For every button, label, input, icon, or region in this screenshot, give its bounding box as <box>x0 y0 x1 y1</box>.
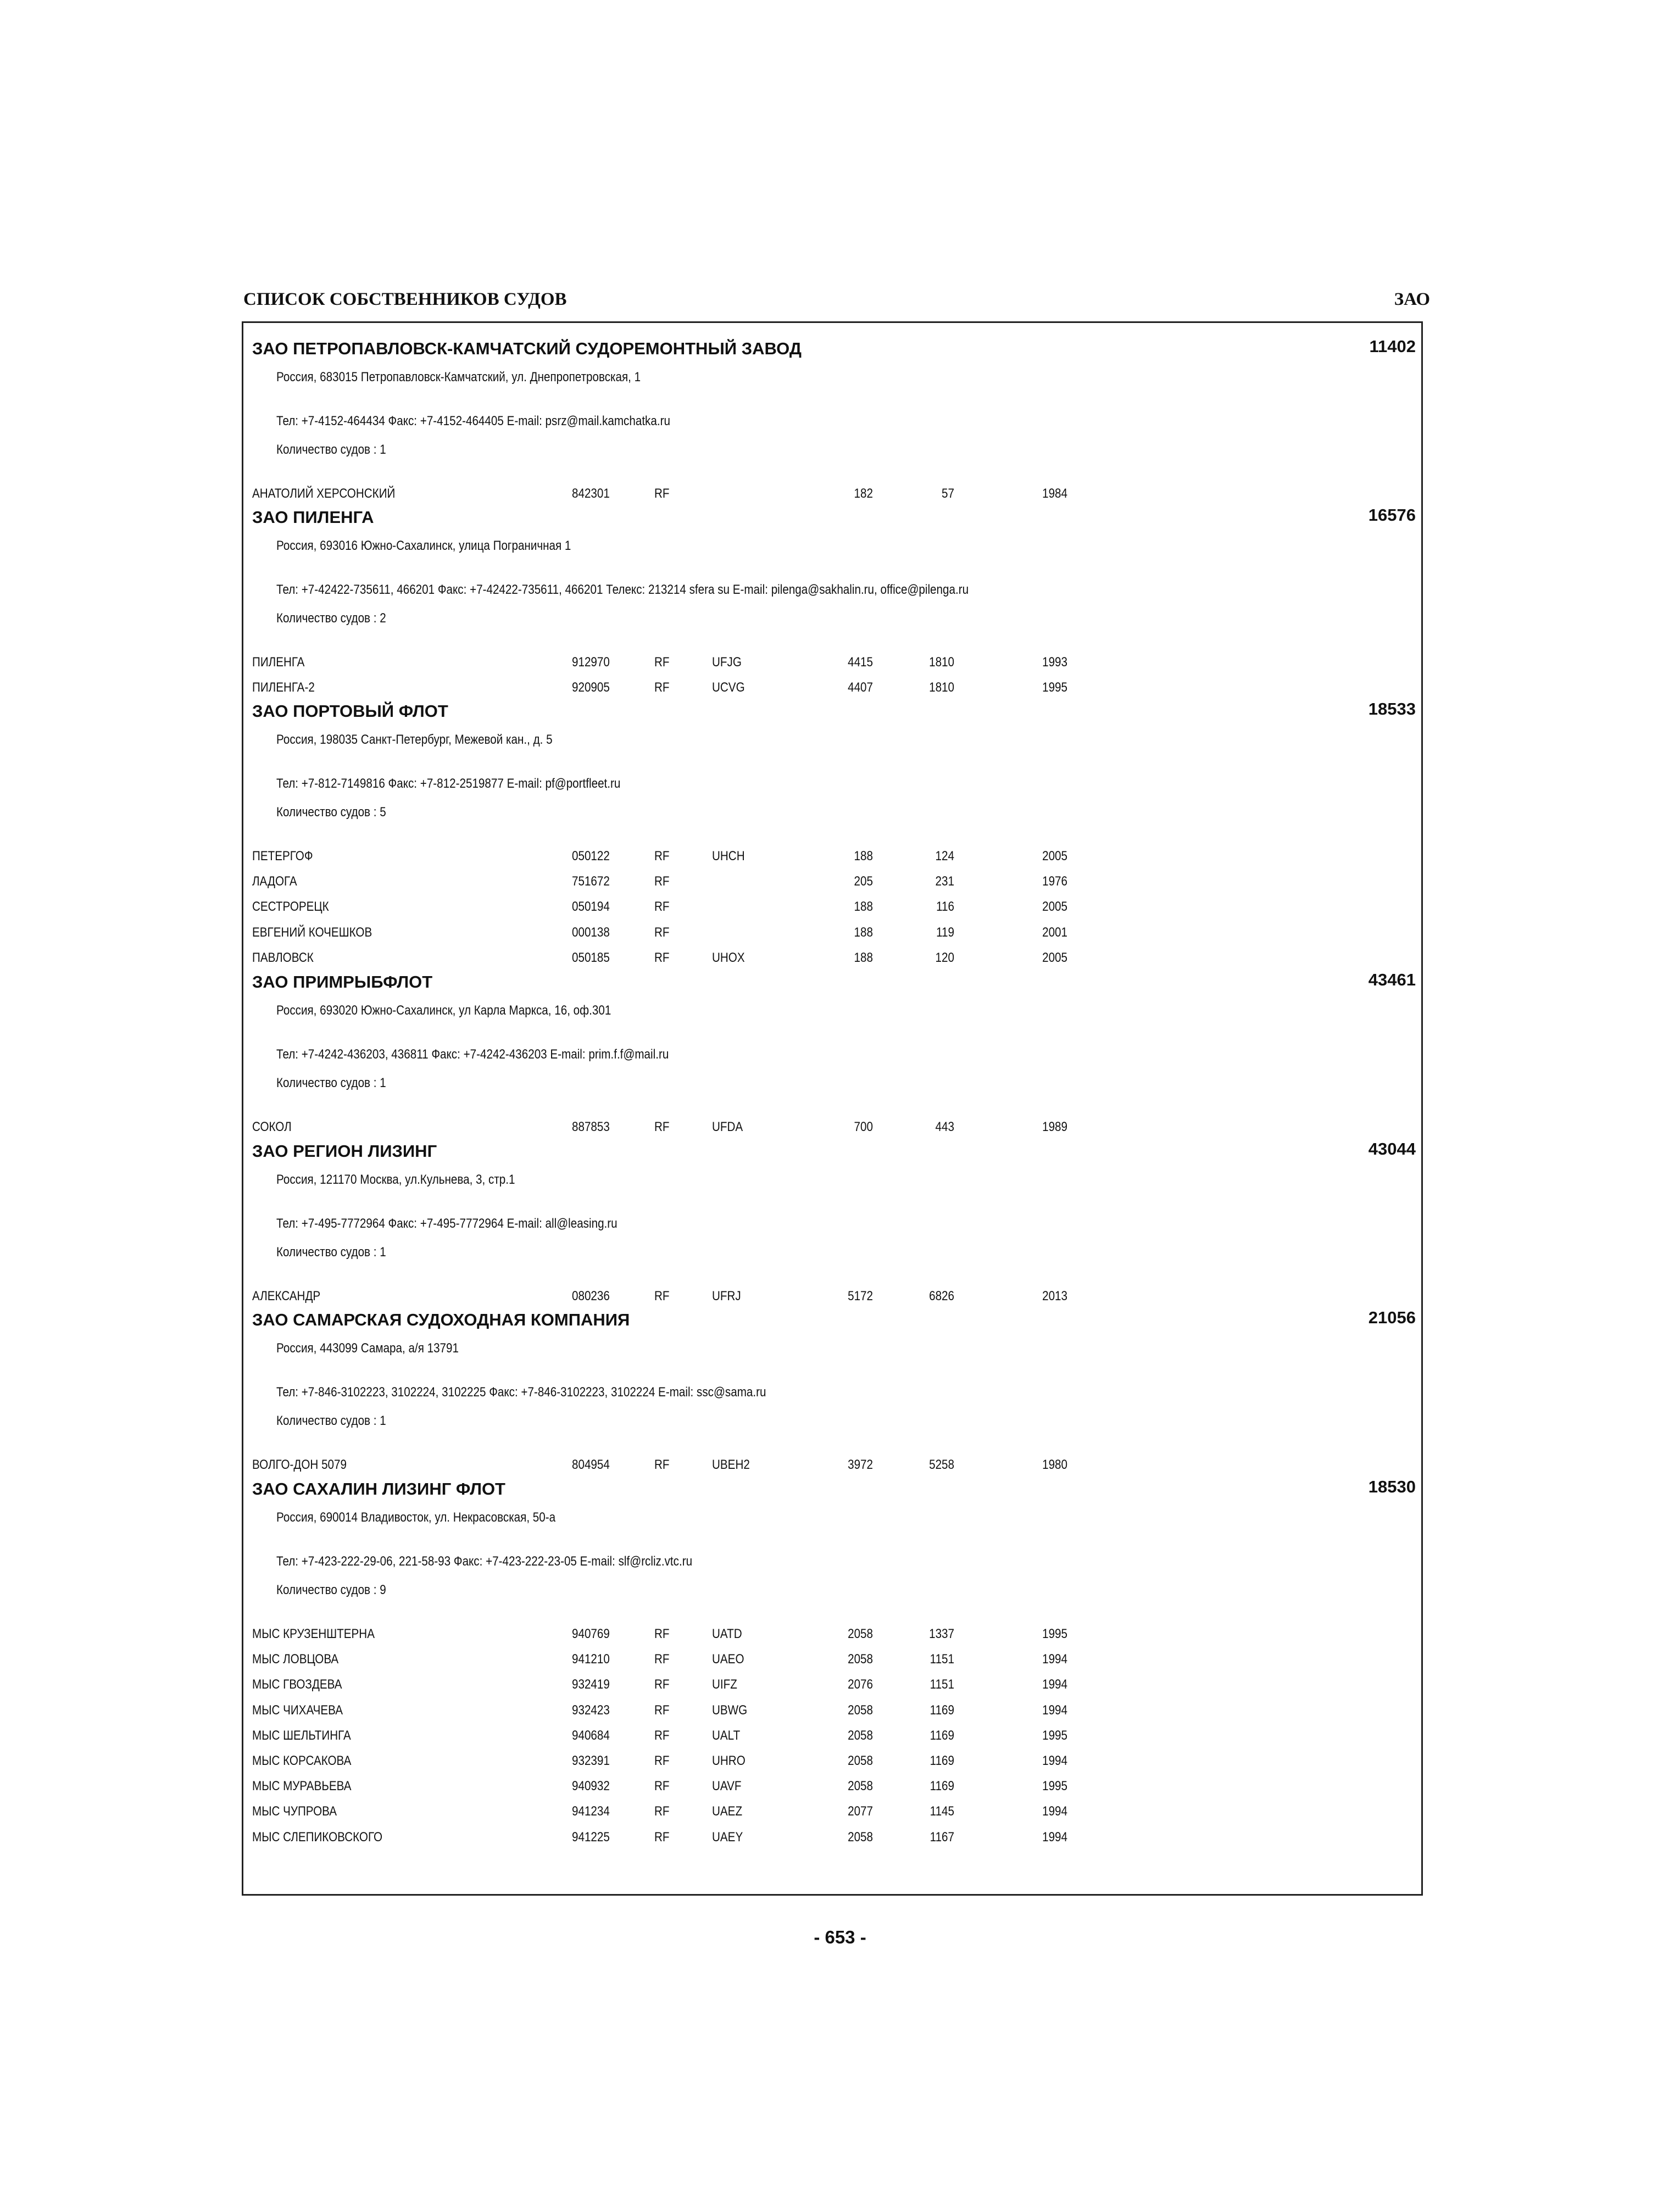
vessel-number: 940932 <box>572 1779 610 1794</box>
vessel-deadweight: 1167 <box>930 1829 954 1845</box>
vessel-callsign: UHRO <box>712 1753 746 1768</box>
vessel-number: 080236 <box>572 1289 610 1303</box>
vessel-deadweight: 1151 <box>930 1677 954 1692</box>
company-address: Россия, 443099 Самара, а/я 13791 <box>276 1341 459 1356</box>
vessel-row <box>243 1677 1421 1702</box>
vessel-gross-tonnage: 4407 <box>848 680 873 695</box>
vessel-flag: RF <box>654 1652 670 1667</box>
company-contacts: Тел: +7-846-3102223, 3102224, 3102225 Факс: +7-846-3102223, 3102224 E-mail: ssc@sama.ru <box>276 1385 766 1400</box>
vessel-flag: RF <box>654 1457 670 1472</box>
vessel-callsign: UCVG <box>712 680 745 695</box>
vessel-callsign: UATD <box>712 1626 742 1641</box>
vessel-flag: RF <box>654 1829 670 1845</box>
company-id: 18533 <box>1368 699 1416 718</box>
company-address: Россия, 693016 Южно-Сахалинск, улица Пограничная 1 <box>276 538 571 553</box>
vessel-flag: RF <box>654 1779 670 1794</box>
vessel-number: 941234 <box>572 1804 610 1819</box>
vessel-flag: RF <box>654 655 670 670</box>
vessel-name: МЫС КРУЗЕНШТЕРНА <box>252 1626 375 1641</box>
vessel-callsign: UAVF <box>712 1779 742 1794</box>
vessel-flag: RF <box>654 950 670 965</box>
vessel-deadweight: 1151 <box>930 1652 954 1667</box>
company-address: Россия, 683015 Петропавловск-Камчатский, ул. Днепропетровская, 1 <box>276 370 641 385</box>
vessel-callsign: UBEH2 <box>712 1457 750 1472</box>
vessel-flag: RF <box>654 1289 670 1303</box>
company-contacts: Тел: +7-495-7772964 Факс: +7-495-7772964 E-mail: all@leasing.ru <box>276 1216 618 1231</box>
vessel-name: МЫС СЛЕПИКОВСКОГО <box>252 1829 383 1845</box>
vessel-count: Количество судов : 2 <box>276 611 386 626</box>
vessel-number: 932391 <box>572 1753 610 1768</box>
vessel-name: МЫС ГВОЗДЕВА <box>252 1677 342 1692</box>
vessel-name: ПАВЛОВСК <box>252 950 314 965</box>
vessel-build-year: 1995 <box>1042 1728 1067 1743</box>
vessel-row <box>243 1626 1421 1652</box>
vessel-name: ЛАДОГА <box>252 874 297 889</box>
company-address: Россия, 121170 Москва, ул.Кульнева, 3, стр.1 <box>276 1172 515 1187</box>
vessel-build-year: 2001 <box>1042 924 1067 940</box>
vessel-number: 000138 <box>572 924 610 940</box>
vessel-deadweight: 1169 <box>930 1753 954 1768</box>
vessel-name: МЫС ШЕЛЬТИНГА <box>252 1728 351 1743</box>
vessel-number: 804954 <box>572 1457 610 1472</box>
vessel-name: ПИЛЕНГА <box>252 655 305 670</box>
vessel-flag: RF <box>654 1626 670 1641</box>
vessel-row <box>243 1804 1421 1829</box>
vessel-gross-tonnage: 2058 <box>848 1779 873 1794</box>
vessel-row <box>243 1753 1421 1779</box>
company-contacts: Тел: +7-4242-436203, 436811 Факс: +7-4242-436203 E-mail: prim.f.f@mail.ru <box>276 1047 669 1062</box>
vessel-row <box>243 1779 1421 1804</box>
vessel-build-year: 1994 <box>1042 1652 1067 1667</box>
vessel-gross-tonnage: 3972 <box>848 1457 873 1472</box>
page-number: - 653 - <box>814 1927 866 1947</box>
vessel-build-year: 1994 <box>1042 1829 1067 1845</box>
vessel-build-year: 1994 <box>1042 1677 1067 1692</box>
vessel-deadweight: 124 <box>935 849 954 864</box>
vessel-name: СЕСТРОРЕЦК <box>252 899 329 915</box>
vessel-build-year: 2005 <box>1042 849 1067 864</box>
vessel-count: Количество судов : 1 <box>276 1245 386 1260</box>
vessel-name: МЫС МУРАВЬЕВА <box>252 1779 352 1794</box>
vessel-deadweight: 6826 <box>929 1289 954 1303</box>
company-name: ЗАО ПРИМРЫБФЛОТ <box>252 972 433 991</box>
owners-list-frame <box>242 321 1423 1896</box>
vessel-deadweight: 1169 <box>930 1702 954 1718</box>
vessel-build-year: 1989 <box>1042 1119 1067 1134</box>
vessel-flag: RF <box>654 1119 670 1134</box>
company-name: ЗАО САМАРСКАЯ СУДОХОДНАЯ КОМПАНИЯ <box>252 1310 630 1329</box>
vessel-deadweight: 1810 <box>929 655 954 670</box>
vessel-row <box>243 899 1421 924</box>
page-header-title: СПИСОК СОБСТВЕННИКОВ СУДОВ <box>243 289 567 309</box>
page-header-section: ЗАО <box>1394 289 1430 309</box>
vessel-row <box>243 1703 1421 1728</box>
vessel-gross-tonnage: 2076 <box>848 1677 873 1692</box>
vessel-gross-tonnage: 5172 <box>848 1289 873 1303</box>
vessel-deadweight: 1145 <box>930 1804 954 1819</box>
vessel-gross-tonnage: 2058 <box>848 1702 873 1718</box>
vessel-gross-tonnage: 188 <box>854 849 873 864</box>
vessel-number: 941225 <box>572 1829 610 1845</box>
vessel-name: МЫС ЛОВЦОВА <box>252 1652 339 1667</box>
company-name: ЗАО ПИЛЕНГА <box>252 508 374 527</box>
vessel-deadweight: 231 <box>935 874 954 889</box>
vessel-number: 912970 <box>572 655 610 670</box>
vessel-callsign: UIFZ <box>712 1677 737 1692</box>
vessel-gross-tonnage: 2077 <box>848 1804 873 1819</box>
vessel-callsign: UAEZ <box>712 1804 743 1819</box>
vessel-row <box>243 655 1421 680</box>
company-address: Россия, 693020 Южно-Сахалинск, ул Карла Маркса, 16, оф.301 <box>276 1003 611 1018</box>
vessel-callsign: UHCH <box>712 849 745 864</box>
company-address: Россия, 198035 Санкт-Петербург, Межевой кан., д. 5 <box>276 732 553 747</box>
vessel-count: Количество судов : 1 <box>276 442 386 457</box>
vessel-number: 751672 <box>572 874 610 889</box>
company-id: 43461 <box>1368 970 1416 989</box>
vessel-gross-tonnage: 188 <box>854 899 873 915</box>
vessel-build-year: 1994 <box>1042 1702 1067 1718</box>
vessel-number: 932423 <box>572 1702 610 1718</box>
vessel-flag: RF <box>654 1677 670 1692</box>
vessel-callsign: UAEY <box>712 1829 743 1845</box>
company-id: 11402 <box>1369 337 1416 356</box>
vessel-row <box>243 1830 1421 1855</box>
vessel-callsign: UFRJ <box>712 1289 741 1303</box>
vessel-number: 920905 <box>572 680 610 695</box>
vessel-build-year: 1984 <box>1042 486 1067 501</box>
vessel-build-year: 1980 <box>1042 1457 1067 1472</box>
company-contacts: Тел: +7-812-7149816 Факс: +7-812-2519877 E-mail: pf@portfleet.ru <box>276 776 621 791</box>
vessel-number: 887853 <box>572 1119 610 1134</box>
vessel-deadweight: 116 <box>936 899 954 915</box>
vessel-count: Количество судов : 1 <box>276 1076 386 1090</box>
vessel-callsign: UAEO <box>712 1652 744 1667</box>
vessel-name: СОКОЛ <box>252 1119 292 1134</box>
vessel-build-year: 2013 <box>1042 1289 1067 1303</box>
vessel-gross-tonnage: 2058 <box>848 1626 873 1641</box>
vessel-gross-tonnage: 188 <box>854 950 873 965</box>
vessel-build-year: 1994 <box>1042 1753 1067 1768</box>
vessel-number: 050194 <box>572 899 610 915</box>
vessel-number: 050122 <box>572 849 610 864</box>
vessel-name: МЫС ЧИХАЧЕВА <box>252 1702 343 1718</box>
company-id: 21056 <box>1368 1308 1416 1327</box>
vessel-name: АЛЕКСАНДР <box>252 1289 321 1303</box>
vessel-callsign: UALT <box>712 1728 741 1743</box>
vessel-number: 940769 <box>572 1626 610 1641</box>
company-name: ЗАО ПОРТОВЫЙ ФЛОТ <box>252 701 448 721</box>
company-contacts: Тел: +7-423-222-29-06, 221-58-93 Факс: +7-423-222-23-05 E-mail: slf@rcliz.vtc.ru <box>276 1554 693 1569</box>
vessel-number: 050185 <box>572 950 610 965</box>
vessel-gross-tonnage: 2058 <box>848 1728 873 1743</box>
vessel-deadweight: 57 <box>942 486 954 501</box>
vessel-flag: RF <box>654 1804 670 1819</box>
vessel-gross-tonnage: 188 <box>854 924 873 940</box>
vessel-name: АНАТОЛИЙ ХЕРСОНСКИЙ <box>252 486 396 501</box>
vessel-gross-tonnage: 205 <box>854 874 873 889</box>
vessel-gross-tonnage: 700 <box>854 1119 873 1134</box>
vessel-name: ЕВГЕНИЙ КОЧЕШКОВ <box>252 924 372 940</box>
vessel-deadweight: 119 <box>936 924 954 940</box>
vessel-count: Количество судов : 9 <box>276 1583 386 1597</box>
vessel-build-year: 1976 <box>1042 874 1067 889</box>
vessel-callsign: UBWG <box>712 1702 748 1718</box>
vessel-name: МЫС ЧУПРОВА <box>252 1804 337 1819</box>
vessel-gross-tonnage: 2058 <box>848 1753 873 1768</box>
vessel-gross-tonnage: 2058 <box>848 1652 873 1667</box>
vessel-deadweight: 1169 <box>930 1779 954 1794</box>
company-contacts: Тел: +7-42422-735611, 466201 Факс: +7-42422-735611, 466201 Телекс: 213214 sfera su E-mail: pilenga@sakhalin.ru, office@pilenga.ru <box>276 582 969 597</box>
vessel-build-year: 1995 <box>1042 680 1067 695</box>
vessel-row <box>243 925 1421 950</box>
vessel-gross-tonnage: 2058 <box>848 1829 873 1845</box>
vessel-row <box>243 874 1421 899</box>
company-name: ЗАО РЕГИОН ЛИЗИНГ <box>252 1141 437 1161</box>
vessel-number: 842301 <box>572 486 610 501</box>
vessel-deadweight: 120 <box>935 950 954 965</box>
vessel-number: 941210 <box>572 1652 610 1667</box>
company-address: Россия, 690014 Владивосток, ул. Некрасовская, 50-а <box>276 1510 556 1525</box>
vessel-flag: RF <box>654 1702 670 1718</box>
vessel-flag: RF <box>654 680 670 695</box>
vessel-row <box>243 1652 1421 1677</box>
vessel-row <box>243 486 1421 511</box>
vessel-row <box>243 950 1421 976</box>
vessel-row <box>243 1728 1421 1753</box>
vessel-build-year: 1993 <box>1042 655 1067 670</box>
vessel-flag: RF <box>654 924 670 940</box>
vessel-callsign: UFDA <box>712 1119 743 1134</box>
vessel-deadweight: 1810 <box>929 680 954 695</box>
company-id: 43044 <box>1368 1139 1416 1158</box>
vessel-name: ПИЛЕНГА-2 <box>252 680 315 695</box>
company-contacts: Тел: +7-4152-464434 Факс: +7-4152-464405 E-mail: psrz@mail.kamchatka.ru <box>276 414 670 428</box>
vessel-number: 932419 <box>572 1677 610 1692</box>
vessel-count: Количество судов : 5 <box>276 805 386 820</box>
vessel-flag: RF <box>654 899 670 915</box>
vessel-deadweight: 1337 <box>929 1626 954 1641</box>
vessel-flag: RF <box>654 874 670 889</box>
vessel-build-year: 1994 <box>1042 1804 1067 1819</box>
vessel-build-year: 1995 <box>1042 1626 1067 1641</box>
vessel-flag: RF <box>654 1753 670 1768</box>
vessel-gross-tonnage: 182 <box>854 486 873 501</box>
vessel-deadweight: 5258 <box>929 1457 954 1472</box>
vessel-build-year: 2005 <box>1042 950 1067 965</box>
vessel-deadweight: 1169 <box>930 1728 954 1743</box>
vessel-flag: RF <box>654 486 670 501</box>
vessel-flag: RF <box>654 849 670 864</box>
vessel-build-year: 1995 <box>1042 1779 1067 1794</box>
vessel-callsign: UHOX <box>712 950 745 965</box>
company-id: 18530 <box>1368 1477 1416 1496</box>
vessel-build-year: 2005 <box>1042 899 1067 915</box>
vessel-flag: RF <box>654 1728 670 1743</box>
vessel-callsign: UFJG <box>712 655 742 670</box>
vessel-deadweight: 443 <box>935 1119 954 1134</box>
vessel-name: МЫС КОРСАКОВА <box>252 1753 352 1768</box>
company-name: ЗАО САХАЛИН ЛИЗИНГ ФЛОТ <box>252 1479 505 1498</box>
vessel-number: 940684 <box>572 1728 610 1743</box>
vessel-row <box>243 849 1421 874</box>
vessel-name: ВОЛГО-ДОН 5079 <box>252 1457 347 1472</box>
vessel-gross-tonnage: 4415 <box>848 655 873 670</box>
vessel-name: ПЕТЕРГОФ <box>252 849 313 864</box>
company-id: 16576 <box>1368 505 1416 525</box>
vessel-count: Количество судов : 1 <box>276 1413 386 1428</box>
company-name: ЗАО ПЕТРОПАВЛОВСК-КАМЧАТСКИЙ СУДОРЕМОНТНЫЙ ЗАВОД <box>252 339 802 358</box>
